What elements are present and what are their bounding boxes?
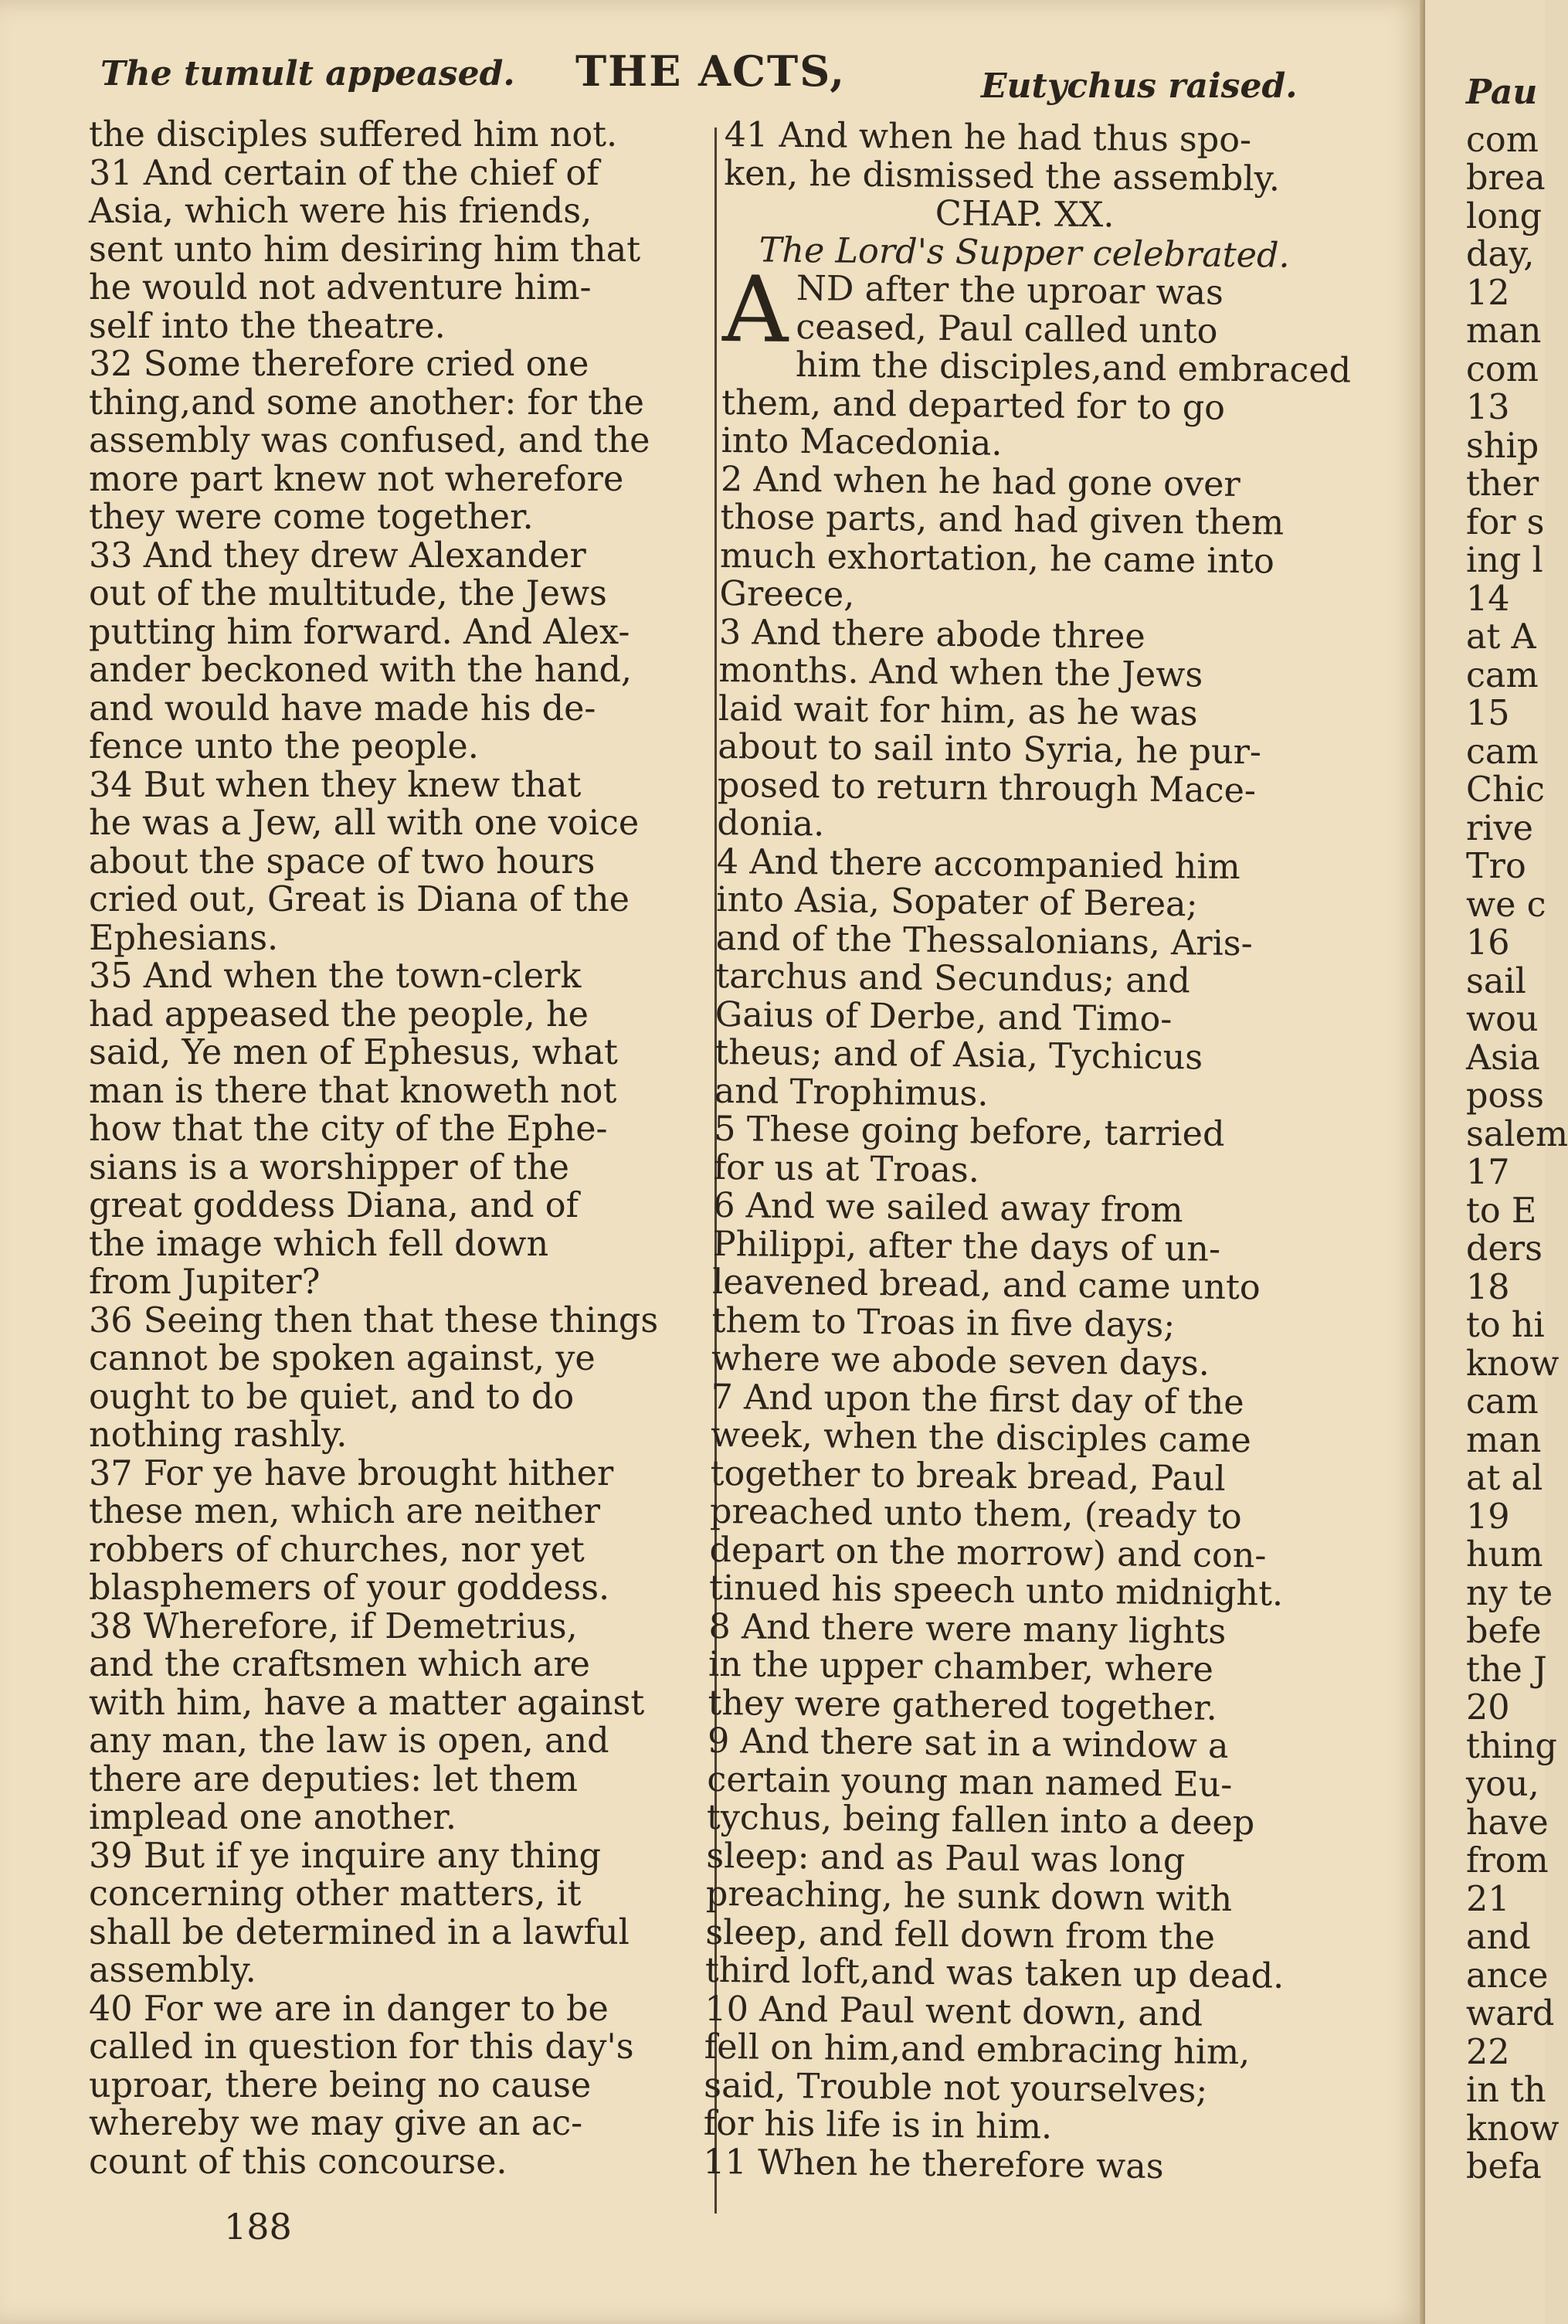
text-line: in th: [1466, 2071, 1546, 2110]
text-line: thing: [1466, 1726, 1557, 1766]
text-line: they were come together.: [89, 498, 534, 537]
text-line: ceased, Paul called unto: [796, 307, 1218, 352]
text-line: these men, which are neither: [89, 1492, 601, 1531]
text-line: 34 But when they knew that: [89, 765, 582, 805]
text-line: assembly.: [89, 1951, 256, 1990]
text-line: any man, the law is open, and: [89, 1721, 609, 1761]
right-column-body: [703, 345, 1352, 2187]
text-line: cannot be spoken against, ye: [89, 1339, 596, 1378]
text-line: implead one another.: [89, 1798, 456, 1837]
text-line: said, Ye men of Ephesus, what: [89, 1033, 618, 1072]
text-line: com: [1466, 120, 1539, 160]
text-line: them, and departed for to go: [721, 382, 1226, 428]
text-line: theus; and of Asia, Tychicus: [714, 1032, 1203, 1078]
text-line: they were gathered together.: [708, 1683, 1218, 1728]
text-line: into Macedonia.: [721, 420, 1003, 464]
right-column: [703, 115, 1352, 2187]
text-line: day,: [1466, 235, 1535, 274]
text-line: 10 And Paul went down, and: [704, 1989, 1203, 2034]
text-line: ken, he dismissed the assembly.: [723, 153, 1281, 199]
text-line: thing,and some another: for the: [89, 382, 645, 423]
text-line: have: [1466, 1802, 1549, 1843]
text-line: Gaius of Derbe, and Timo-: [714, 994, 1173, 1039]
text-line: about to sail into Syria, he pur-: [718, 726, 1262, 773]
text-line: whereby we may give an ac-: [89, 2104, 583, 2143]
text-line: rive: [1466, 808, 1533, 848]
text-line: for his life is in him.: [703, 2103, 1053, 2147]
text-line: certain young man named Eu-: [707, 1759, 1233, 1805]
text-line: shall be determined in a lawful: [89, 1912, 630, 1952]
text-line: at al: [1466, 1459, 1543, 1498]
text-line: ny te: [1466, 1573, 1553, 1613]
text-line: 20: [1466, 1688, 1510, 1728]
text-line: leavened bread, and came unto: [711, 1262, 1261, 1308]
left-column: [89, 116, 707, 2181]
text-line: ther: [1466, 464, 1539, 504]
text-line: called in question for this day's: [89, 2027, 634, 2067]
text-line: preaching, he sunk down with: [705, 1874, 1233, 1920]
text-line: for us at Troas.: [713, 1147, 980, 1191]
text-line: together to break bread, Paul: [710, 1453, 1226, 1499]
section-title: The Lord's Supper celebrated.: [759, 229, 1290, 276]
text-line: nothing rashly.: [89, 1415, 348, 1455]
text-line: assembly was confused, and the: [89, 421, 650, 460]
text-line: in the upper chamber, where: [708, 1644, 1214, 1690]
text-line: week, when the disciples came: [710, 1415, 1252, 1461]
text-line: count of this concourse.: [89, 2142, 507, 2182]
text-line: 14: [1466, 579, 1510, 619]
text-line: cam: [1466, 732, 1539, 772]
text-line: 9 And there sat in a window a: [707, 1721, 1229, 1766]
text-line: and would have made his de-: [89, 688, 596, 729]
text-line: ship: [1466, 426, 1539, 466]
text-line: know: [1466, 1344, 1560, 1384]
text-line: cam: [1466, 1382, 1539, 1422]
text-line: out of the multitude, the Jews: [89, 574, 607, 613]
text-line: tarchus and Secundus; and: [715, 956, 1191, 1001]
header-left-title: The tumult appeased.: [100, 54, 515, 93]
text-line: poss: [1466, 1076, 1544, 1116]
chapter-opening: [721, 255, 1325, 363]
text-line: 31 And certain of the chief of: [89, 153, 599, 193]
text-line: and Trophimus.: [714, 1071, 989, 1114]
text-line: concerning other matters, it: [89, 1874, 582, 1914]
text-line: ance: [1466, 1955, 1549, 1996]
text-line: from Jupiter?: [89, 1262, 321, 1302]
text-line: 7 And upon the first day of the: [711, 1377, 1244, 1422]
text-line: sleep, and fell down from the: [705, 1912, 1216, 1958]
text-line: ing l: [1466, 541, 1543, 580]
text-line: man: [1466, 1420, 1542, 1460]
text-line: sleep: and as Paul was long: [706, 1836, 1186, 1881]
next-page-header: Pau: [1466, 73, 1538, 112]
header-right-title: Eutychus raised.: [981, 66, 1298, 106]
text-line: had appeased the people, he: [89, 994, 589, 1035]
text-line: Greece,: [719, 573, 855, 615]
text-line: fence unto the people.: [89, 727, 479, 766]
text-line: 40 For we are in danger to be: [89, 1989, 609, 2029]
chapter-heading: CHAP. XX.: [935, 193, 1115, 236]
text-line: Ephesians.: [89, 918, 279, 958]
text-line: sail: [1466, 961, 1526, 1001]
text-line: 21: [1466, 1879, 1510, 1919]
text-line: 39 But if ye inquire any thing: [89, 1836, 602, 1876]
text-line: posed to return through Mace-: [717, 765, 1257, 810]
text-line: 2 And when he had gone over: [720, 459, 1241, 505]
text-line: putting him forward. And Alex-: [89, 612, 630, 652]
text-line: depart on the morrow) and con-: [709, 1530, 1267, 1575]
text-line: ders: [1466, 1229, 1543, 1269]
text-line: 35 And when the town-clerk: [89, 956, 582, 996]
text-line: 4 And there accompanied him: [716, 841, 1240, 887]
text-line: cried out, Great is Diana of the: [89, 880, 630, 919]
text-line: and the craftsmen which are: [89, 1645, 590, 1684]
text-line: 37 For ye have brought hither: [89, 1453, 614, 1493]
text-line: to hi: [1466, 1306, 1545, 1345]
text-line: 12: [1466, 273, 1510, 313]
text-line: 18: [1466, 1267, 1510, 1307]
text-line: 11 When he therefore was: [703, 2142, 1164, 2186]
text-line: 32 Some therefore cried one: [89, 345, 589, 384]
text-line: 6 And we sailed away from: [712, 1185, 1183, 1231]
text-line: great goddess Diana, and of: [89, 1186, 579, 1225]
text-line: and of the Thessalonians, Aris-: [715, 918, 1253, 963]
header-book-title: THE ACTS,: [575, 46, 847, 96]
text-line: said, Trouble not yourselves;: [704, 2065, 1208, 2111]
text-line: more part knew not wherefore: [89, 459, 624, 499]
text-line: 41 And when he had thus spo-: [724, 115, 1252, 161]
text-line: tychus, being fallen into a deep: [706, 1797, 1255, 1843]
text-line: there are deputies: let them: [89, 1759, 578, 1799]
text-line: with him, have a matter against: [89, 1683, 645, 1723]
text-line: 3 And there abode three: [718, 612, 1146, 657]
text-line: Tro: [1466, 847, 1526, 886]
text-line: Philippi, after the days of un-: [712, 1224, 1221, 1269]
text-line: ND after the uproar was: [796, 268, 1224, 313]
text-line: and: [1466, 1918, 1531, 1957]
text-line: fell on him,and embracing him,: [704, 2027, 1251, 2073]
text-line: him the disciples,and embraced: [795, 345, 1352, 391]
text-line: into Asia, Sopater of Berea;: [716, 879, 1198, 925]
text-line: the image which fell down: [89, 1224, 549, 1264]
text-line: long: [1466, 196, 1543, 236]
text-line: tinued his speech unto midnight.: [708, 1568, 1284, 1614]
text-line: ander beckoned with the hand,: [89, 651, 633, 690]
text-line: 19: [1466, 1497, 1510, 1537]
text-line: befe: [1466, 1612, 1542, 1651]
text-line: cam: [1466, 655, 1539, 695]
text-line: he would not adventure him-: [89, 268, 592, 307]
text-line: about the space of two hours: [89, 841, 596, 882]
text-line: 15: [1466, 694, 1510, 733]
text-line: sent unto him desiring him that: [89, 229, 641, 270]
text-line: ward: [1466, 1994, 1555, 2034]
text-line: from: [1466, 1841, 1549, 1881]
text-line: brea: [1466, 158, 1546, 198]
text-line: he was a Jew, all with one voice: [89, 804, 640, 843]
text-line: you,: [1466, 1765, 1539, 1804]
text-line: self into the theatre.: [89, 306, 446, 346]
text-line: Asia: [1466, 1038, 1540, 1078]
text-line: the J: [1466, 1650, 1547, 1690]
text-line: 17: [1466, 1153, 1510, 1192]
text-line: ought to be quiet, and to do: [89, 1377, 575, 1417]
text-line: sians is a worshipper of the: [89, 1147, 570, 1187]
text-line: 33 And they drew Alexander: [89, 535, 586, 576]
text-line: man is there that knoweth not: [89, 1071, 617, 1111]
text-line: Asia, which were his friends,: [89, 192, 592, 231]
text-line: laid wait for him, as he was: [718, 688, 1198, 733]
text-line: preached unto them, (ready to: [709, 1491, 1242, 1537]
text-line: know: [1466, 2108, 1560, 2149]
next-page-column: [1466, 73, 1568, 2186]
text-line: those parts, and had given them: [720, 497, 1285, 543]
text-line: the disciples suffered him not.: [89, 115, 618, 155]
drop-cap: A: [721, 255, 789, 363]
text-line: 38 Wherefore, if Demetrius,: [89, 1606, 578, 1646]
text-line: salem: [1466, 1114, 1568, 1154]
text-line: donia.: [717, 803, 825, 844]
text-line: how that the city of the Ephe-: [89, 1109, 608, 1149]
text-line: them to Troas in five days;: [711, 1300, 1176, 1345]
text-line: to E: [1466, 1191, 1537, 1231]
text-line: uproar, there being no cause: [89, 2065, 592, 2105]
text-line: robbers of churches, nor yet: [89, 1530, 585, 1570]
text-line: 16: [1466, 923, 1510, 963]
text-line: 22: [1466, 2032, 1510, 2072]
text-line: befa: [1466, 2147, 1542, 2186]
text-line: 5 These going before, tarried: [713, 1109, 1225, 1154]
text-line: where we abode seven days.: [711, 1338, 1210, 1384]
text-line: 13: [1466, 388, 1510, 427]
text-line: man: [1466, 311, 1542, 351]
text-line: Chic: [1466, 770, 1545, 810]
text-line: hum: [1466, 1535, 1543, 1575]
text-line: for s: [1466, 502, 1545, 542]
text-line: wou: [1466, 1000, 1539, 1039]
text-line: third loft,and was taken up dead.: [704, 1950, 1285, 1996]
page-number: 188: [224, 2206, 292, 2248]
text-line: much exhortation, he came into: [719, 535, 1275, 581]
text-line: months. And when the Jews: [718, 650, 1203, 695]
text-line: at A: [1466, 617, 1536, 657]
text-line: 8 And there were many lights: [708, 1606, 1227, 1652]
text-line: com: [1466, 349, 1539, 389]
text-line: we c: [1466, 885, 1546, 925]
text-line: blasphemers of your goddess.: [89, 1568, 610, 1608]
text-line: 36 Seeing then that these things: [89, 1300, 659, 1340]
